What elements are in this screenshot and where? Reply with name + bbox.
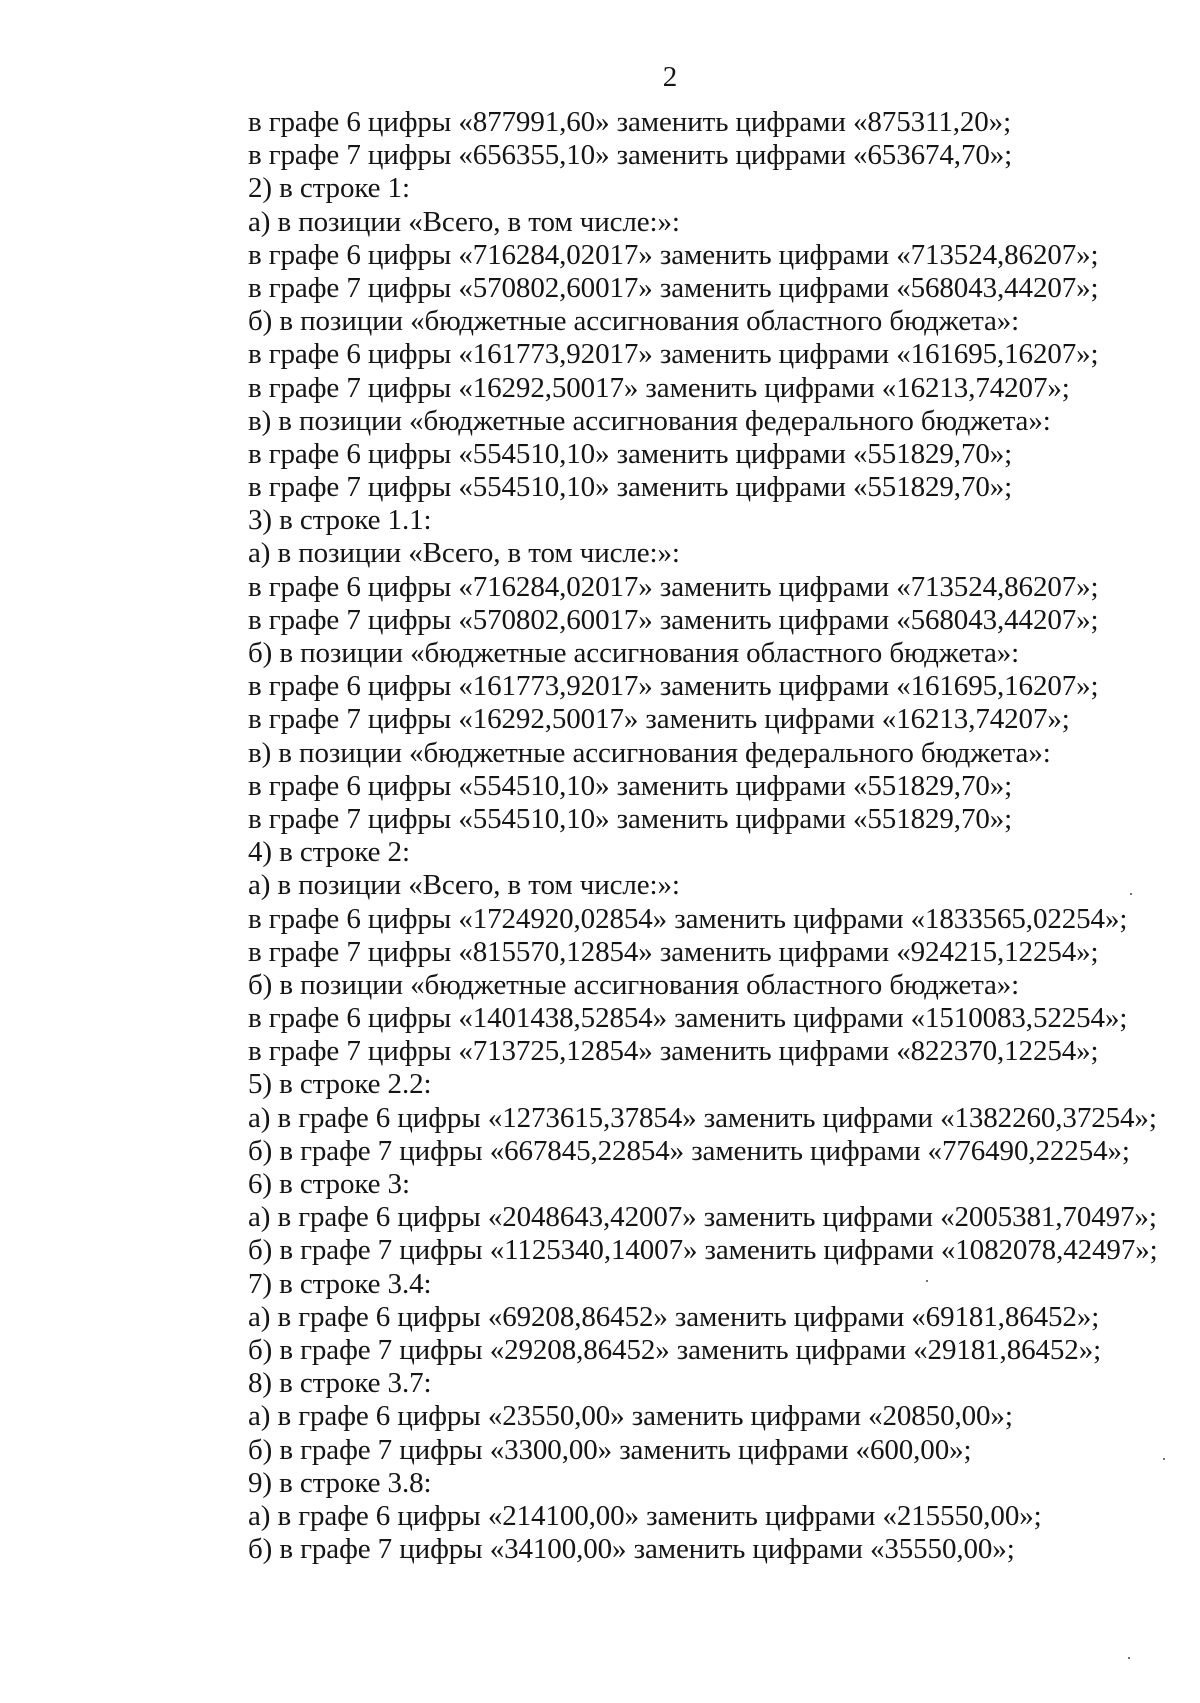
text-line: в графе 7 цифры «16292,50017» заменить цифрами «16213,74207»; — [248, 371, 1070, 404]
text-line: а) в графе 6 цифры «23550,00» заменить цифрами «20850,00»; — [248, 1400, 1013, 1433]
text-line: б) в позиции «бюджетные ассигнования областного бюджета»: — [248, 305, 1020, 338]
scan-speck — [1163, 1458, 1165, 1460]
text-line: в графе 6 цифры «1724920,02854» заменить цифрами «1833565,02254»; — [248, 902, 1128, 935]
text-line: б) в позиции «бюджетные ассигнования областного бюджета»: — [248, 637, 1020, 669]
text-line: 2) в строке 1: — [248, 172, 410, 205]
page-number: 2 — [662, 61, 678, 93]
scan-speck — [1128, 1657, 1130, 1659]
text-line: в графе 7 цифры «713725,12854» заменить цифрами «822370,12254»; — [248, 1035, 1099, 1068]
text-line: в графе 6 цифры «554510,10» заменить цифрами «551829,70»; — [248, 769, 1013, 802]
text-line: б) в позиции «бюджетные ассигнования областного бюджета»: — [248, 968, 1020, 1001]
text-line: б) в графе 7 цифры «29208,86452» заменить цифрами «29181,86452»; — [248, 1333, 1102, 1366]
text-line: 9) в строке 3.8: — [248, 1466, 432, 1499]
text-line: а) в графе 6 цифры «214100,00» заменить цифрами «215550,00»; — [248, 1499, 1042, 1532]
text-line: в графе 6 цифры «1401438,52854» заменить цифрами «1510083,52254»; — [248, 1002, 1128, 1035]
text-line: в графе 6 цифры «877991,60» заменить цифрами «875311,20»; — [248, 106, 1012, 138]
text-line: а) в позиции «Всего, в том числе:»: — [248, 869, 680, 902]
text-line: 8) в строке 3.7: — [248, 1367, 432, 1400]
text-line: 4) в строке 2: — [248, 836, 410, 869]
text-line: в графе 6 цифры «716284,02017» заменить цифрами «713524,86207»; — [248, 570, 1099, 603]
text-line: в графе 7 цифры «16292,50017» заменить цифрами «16213,74207»; — [248, 703, 1070, 736]
text-line: в) в позиции «бюджетные ассигнования федерального бюджета»: — [248, 404, 1051, 437]
text-line: а) в позиции «Всего, в том числе:»: — [248, 205, 680, 238]
text-line: в графе 7 цифры «656355,10» заменить цифрами «653674,70»; — [248, 139, 1013, 172]
text-line: в графе 6 цифры «716284,02017» заменить цифрами «713524,86207»; — [248, 238, 1099, 271]
text-line: б) в графе 7 цифры «1125340,14007» заменить цифрами «1082078,42497»; — [248, 1234, 1158, 1267]
text-line: б) в графе 7 цифры «3300,00» заменить цифрами «600,00»; — [248, 1433, 972, 1466]
text-line: 5) в строке 2.2: — [248, 1068, 432, 1101]
text-line: а) в графе 6 цифры «2048643,42007» заменить цифрами «2005381,70497»; — [248, 1201, 1157, 1234]
text-line: а) в графе 6 цифры «69208,86452» заменить цифрами «69181,86452»; — [248, 1300, 1100, 1333]
text-line: 3) в строке 1.1: — [248, 504, 432, 537]
amendment-text — [248, 106, 1188, 1566]
text-line: в графе 7 цифры «570802,60017» заменить цифрами «568043,44207»; — [248, 603, 1099, 636]
text-line: в графе 7 цифры «570802,60017» заменить цифрами «568043,44207»; — [248, 271, 1099, 304]
text-line: б) в графе 7 цифры «34100,00» заменить цифрами «35550,00»; — [248, 1533, 1015, 1566]
text-line: в графе 6 цифры «161773,92017» заменить цифрами «161695,16207»; — [248, 338, 1099, 371]
text-line: б) в графе 7 цифры «667845,22854» заменить цифрами «776490,22254»; — [248, 1134, 1130, 1167]
scan-speck — [1130, 893, 1132, 895]
text-line: в графе 7 цифры «554510,10» заменить цифрами «551829,70»; — [248, 802, 1013, 835]
text-line: в) в позиции «бюджетные ассигнования федерального бюджета»: — [248, 736, 1051, 769]
text-line: в графе 7 цифры «554510,10» заменить цифрами «551829,70»; — [248, 471, 1013, 504]
scan-speck — [926, 1280, 928, 1282]
text-line: 7) в строке 3.4: — [248, 1267, 432, 1300]
text-line: в графе 6 цифры «161773,92017» заменить цифрами «161695,16207»; — [248, 670, 1099, 703]
text-line: в графе 7 цифры «815570,12854» заменить цифрами «924215,12254»; — [248, 935, 1099, 968]
text-line: 6) в строке 3: — [248, 1168, 410, 1200]
text-line: а) в графе 6 цифры «1273615,37854» заменить цифрами «1382260,37254»; — [248, 1101, 1157, 1134]
text-line: в графе 6 цифры «554510,10» заменить цифрами «551829,70»; — [248, 437, 1013, 470]
text-line: а) в позиции «Всего, в том числе:»: — [248, 537, 680, 570]
